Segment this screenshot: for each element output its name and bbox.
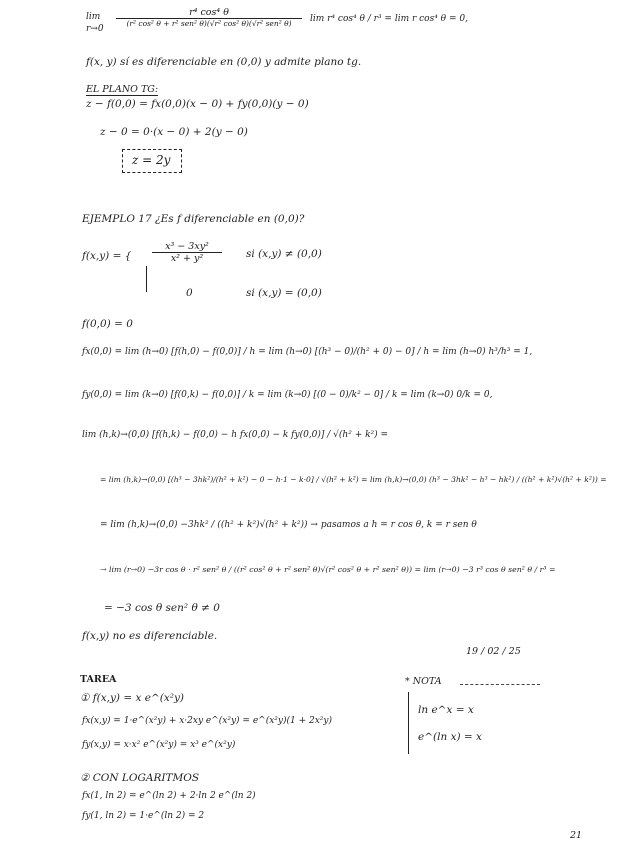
note-top-line: [460, 684, 540, 685]
piecewise-function-label: f(x,y) = {: [82, 250, 132, 262]
tangent-plane-substitution: z − 0 = 0·(x − 0) + 2(y − 0): [100, 126, 248, 138]
exercise-1: ① f(x,y) = x e^(x²y): [80, 692, 185, 704]
note-heading: * NOTA: [405, 676, 442, 687]
limit-step-2: = lim (h,k)→(0,0) −3hk² / ((h² + k²)√(h² + k²)) → pasamos a h = r cos θ, k = r sen θ: [100, 520, 477, 530]
partial-y: fy(0,0) = lim (k→0) [f(0,k) − f(0,0)] / k = lim (k→0) [(0 − 0)/k² − 0] / k = lim (k→0) 0/k = 0,: [82, 390, 493, 400]
limit-label: lim: [86, 12, 101, 22]
limit-result: = −3 cos θ sen² θ ≠ 0: [104, 602, 220, 614]
limit-sub: r→0: [86, 24, 104, 34]
piecewise-denominator: x² + y²: [152, 252, 222, 264]
partial-x: fx(0,0) = lim (h→0) [f(h,0) − f(0,0)] / h = lim (h→0) [(h³ − 0)/(h² + 0) − 0] / h = lim (h→0) h³/h³ = 1,: [82, 347, 533, 357]
note-identity-2: e^(ln x) = x: [418, 731, 482, 743]
top-limit-result: lim r⁴ cos⁴ θ / r³ = lim r cos⁴ θ = 0,: [310, 14, 468, 24]
note-left-line: [408, 692, 409, 754]
tangent-plane-result: z = 2y: [132, 153, 171, 167]
piecewise-condition-1: si (x,y) ≠ (0,0): [246, 248, 322, 260]
f-at-origin: f(0,0) = 0: [82, 318, 133, 330]
tangent-plane-heading: EL PLANO TG:: [86, 84, 159, 95]
limit-step-1: = lim (h,k)→(0,0) [(h³ − 3hk²)/(h² + k²) − 0 − h·1 − k·0] / √(h² + k²) = lim (h,k)→(0,0) (h³ − 3hk² − h³ − hk²) / ((h² + k²)√(h² + k²)) =: [100, 475, 607, 484]
tangent-plane-formula: z − f(0,0) = fx(0,0)(x − 0) + fy(0,0)(y − 0): [86, 98, 309, 110]
brace-line: [146, 266, 147, 292]
piecewise-numerator: x³ − 3xy²: [165, 241, 209, 252]
note-identity-1: ln e^x = x: [418, 704, 474, 716]
differentiability-limit: lim (h,k)→(0,0) [f(h,k) − f(0,0) − h fx(0,0) − k fy(0,0)] / √(h² + k²) =: [82, 430, 389, 440]
exercise-2-fx: fx(1, ln 2) = e^(ln 2) + 2·ln 2 e^(ln 2): [82, 791, 256, 801]
exercise-1-fx: fx(x,y) = 1·e^(x²y) + x·2xy e^(x²y) = e^(x²y)(1 + 2x²y): [82, 716, 332, 726]
page-number: 21: [570, 830, 583, 841]
differentiable-statement: f(x, y) sí es diferenciable en (0,0) y admite plano tg.: [86, 56, 362, 68]
date: 19 / 02 / 25: [466, 646, 521, 657]
top-fraction-numerator: r⁴ cos⁴ θ: [189, 7, 229, 18]
piecewise-condition-2: si (x,y) = (0,0): [246, 287, 322, 299]
piecewise-value-2: 0: [186, 287, 193, 299]
example-17-heading: EJEMPLO 17 ¿Es f diferenciable en (0,0)?: [82, 213, 305, 225]
homework-heading: TAREA: [80, 674, 117, 685]
top-fraction-denominator: (r² cos² θ + r² sen² θ)(√r² cos² θ)(√r² sen² θ): [116, 18, 302, 28]
exercise-1-fy: fy(x,y) = x·x² e^(x²y) = x³ e^(x²y): [82, 740, 236, 750]
exercise-2-heading: ② CON LOGARITMOS: [80, 772, 200, 784]
exercise-2-fy: fy(1, ln 2) = 1·e^(ln 2) = 2: [82, 811, 205, 821]
polar-substitution: → lim (r→0) −3r cos θ · r² sen² θ / ((r² cos² θ + r² sen² θ)√(r² cos² θ + r² sen² θ)) = lim (r→0) −3 r³ cos θ sen² θ / r³ =: [100, 565, 556, 574]
piecewise-fraction: [152, 241, 222, 264]
top-fraction: [116, 7, 302, 28]
not-differentiable-conclusion: f(x,y) no es diferenciable.: [82, 630, 218, 642]
